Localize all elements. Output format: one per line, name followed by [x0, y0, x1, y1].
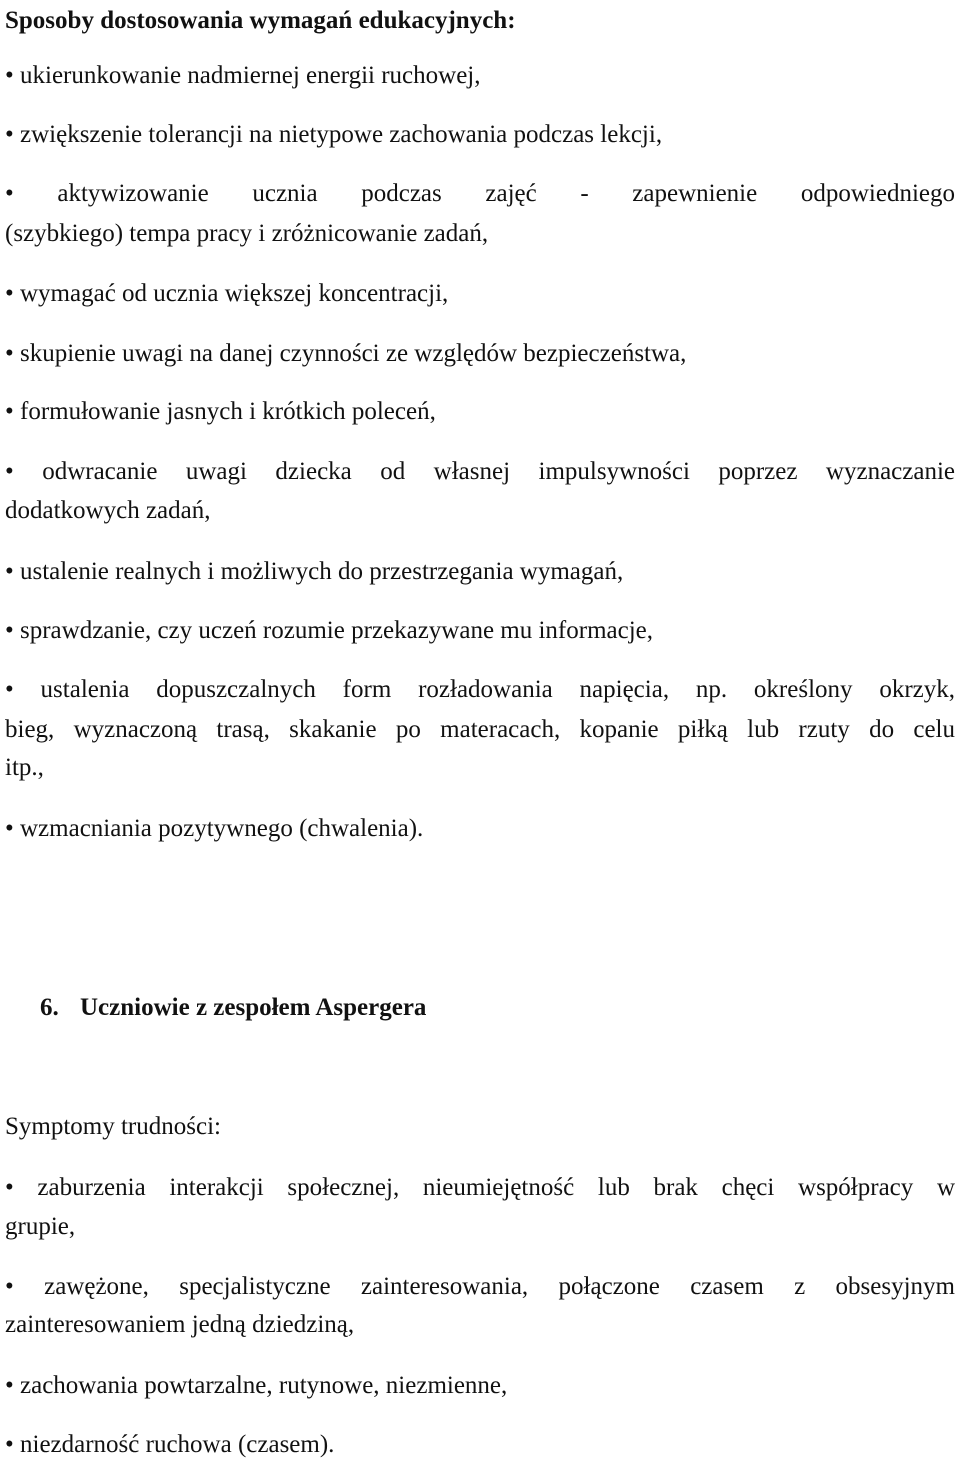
list-item-continuation: grupie, [5, 1213, 76, 1240]
list-item: • formułowanie jasnych i krótkich poleceń, [5, 398, 436, 425]
list-item-line: • odwracanie uwagi dziecka od własnej impulsywności poprzez wyznaczanie [5, 458, 955, 485]
list-item-line: • ustalenia dopuszczalnych form rozładowania napięcia, np. określony okrzyk, [5, 676, 955, 703]
list-item-continuation: zainteresowaniem jedną dziedziną, [5, 1311, 355, 1338]
strategies-heading: Sposoby dostosowania wymagań edukacyjnych: [5, 7, 516, 34]
list-item-continuation: itp., [5, 754, 44, 781]
list-item-continuation: dodatkowych zadań, [5, 497, 211, 524]
section-number: 6. [40, 994, 59, 1021]
list-item: • zwiększenie tolerancji na nietypowe zachowania podczas lekcji, [5, 121, 663, 148]
list-item-continuation: (szybkiego) tempa pracy i zróżnicowanie zadań, [5, 220, 489, 247]
list-item-line: • zawężone, specjalistyczne zainteresowania, połączone czasem z obsesyjnym [5, 1273, 955, 1300]
list-item: • zachowania powtarzalne, rutynowe, niezmienne, [5, 1372, 508, 1399]
list-item: • skupienie uwagi na danej czynności ze względów bezpieczeństwa, [5, 340, 687, 367]
list-item: • niezdarność ruchowa (czasem). [5, 1431, 335, 1458]
list-item: • sprawdzanie, czy uczeń rozumie przekazywane mu informacje, [5, 617, 654, 644]
list-item: • ukierunkowanie nadmiernej energii ruchowej, [5, 62, 481, 89]
list-item: • wzmacniania pozytywnego (chwalenia). [5, 815, 424, 842]
list-item: • ustalenie realnych i możliwych do przestrzegania wymagań, [5, 558, 624, 585]
list-item: • wymagać od ucznia większej koncentracji, [5, 280, 449, 307]
symptoms-heading: Symptomy trudności: [5, 1113, 221, 1140]
list-item-line: • zaburzenia interakcji społecznej, nieumiejętność lub brak chęci współpracy w [5, 1174, 955, 1201]
section-heading [40, 988, 426, 1027]
section-title: Uczniowie z zespołem Aspergera [80, 994, 427, 1021]
list-item-line: bieg, wyznaczoną trasą, skakanie po materacach, kopanie piłką lub rzuty do celu [5, 716, 955, 743]
list-item-line: • aktywizowanie ucznia podczas zajęć - zapewnienie odpowiedniego [5, 180, 955, 207]
